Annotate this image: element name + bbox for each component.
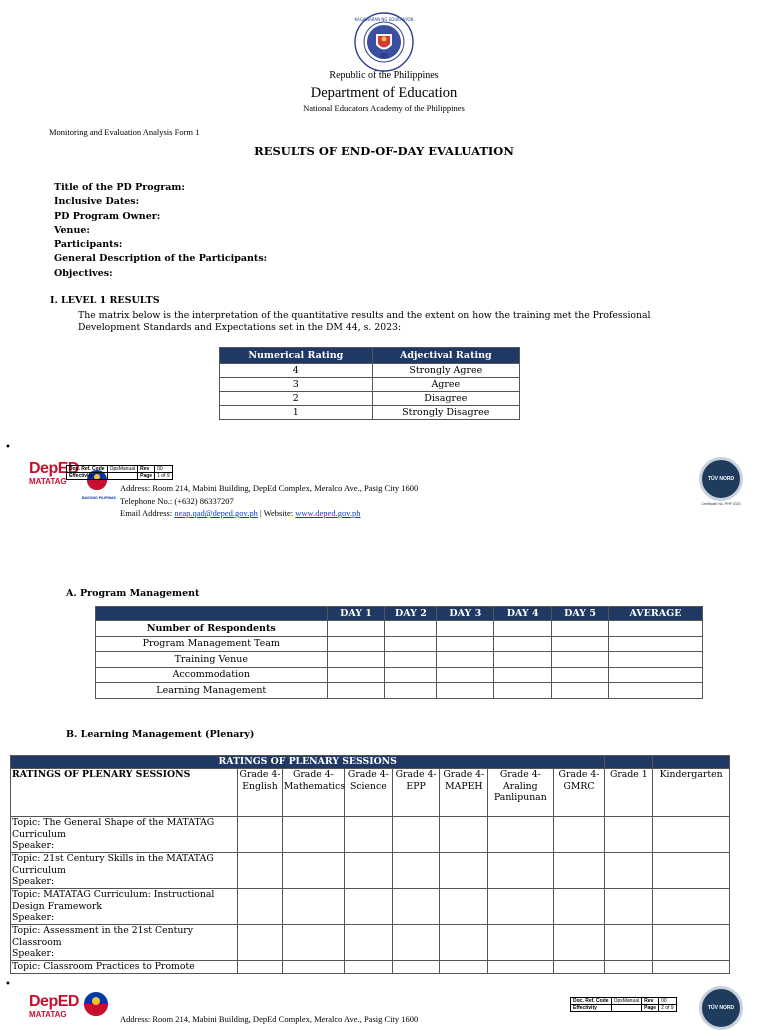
website-link[interactable]: www.deped.gov.ph <box>295 508 361 518</box>
adjectival-cell: Strongly Agree <box>372 364 519 378</box>
plenary-row-header: RATINGS OF PLENARY SESSIONS <box>11 769 238 817</box>
row-label: Program Management Team <box>96 636 328 652</box>
col-grade4-mapeh: Grade 4-MAPEH <box>440 769 488 817</box>
email-link[interactable]: neap.qad@deped.gov.ph <box>174 508 258 518</box>
header-day3: DAY 3 <box>437 607 494 621</box>
field-dates: Inclusive Dates: <box>54 196 140 208</box>
ref-code-value: OpsManual <box>107 466 138 473</box>
topic-cell: Topic: The General Shape of the MATATAG Curriculum Speaker: <box>11 817 238 853</box>
numerical-cell: 3 <box>220 378 373 392</box>
row-label: Learning Management <box>96 683 328 699</box>
republic-label: Republic of the Philippines <box>329 70 439 81</box>
deped-seal-logo <box>354 12 414 72</box>
topic-cell: Topic: Classroom Practices to Promote <box>11 961 238 974</box>
header-day1: DAY 1 <box>327 607 385 621</box>
field-title: Title of the PD Program: <box>54 182 185 193</box>
col-grade4-mathematics: Grade 4-Mathematics <box>282 769 344 817</box>
footer-telephone: Telephone No.: (+632) 86337207 <box>120 495 234 506</box>
program-fields <box>54 181 267 281</box>
ref-code-label: Doc. Ref. Code <box>67 466 108 473</box>
topic-cell: Topic: Assessment in the 21st Century Classroom Speaker: <box>11 925 238 961</box>
table-row <box>96 667 703 683</box>
field-objectives: Objectives: <box>54 267 113 279</box>
bagong-pilipinas-logo <box>80 990 112 1026</box>
table-row <box>96 636 703 652</box>
numerical-cell: 1 <box>220 406 373 420</box>
col-grade4-english: Grade 4-English <box>238 769 283 817</box>
doc-ref-box <box>66 465 173 480</box>
learning-management-heading: B. Learning Management (Plenary) <box>66 729 255 740</box>
academy-name: National Educators Academy of the Philippines <box>303 103 465 113</box>
matatag-text: MATATAG <box>29 477 67 486</box>
table-row <box>11 925 730 961</box>
adjectival-cell: Agree <box>372 378 519 392</box>
table-row <box>96 652 703 668</box>
certification-badge: TÜV NORD <box>699 986 743 1030</box>
col-grade4-science: Grade 4-Science <box>345 769 393 817</box>
plenary-ratings-table <box>10 755 730 974</box>
field-owner: PD Program Owner: <box>54 210 161 222</box>
header-numerical-rating: Numerical Rating <box>220 348 373 364</box>
header-blank <box>96 607 328 621</box>
table-row <box>11 889 730 925</box>
col-grade4-araling-panlipunan: Grade 4-Araling Panlipunan <box>488 769 553 817</box>
row-label-respondents: Number of Respondents <box>96 621 328 637</box>
bullet-mark: • <box>5 442 11 453</box>
footer-email-line: Email Address: neap.qad@deped.gov.ph | Website: www.deped.gov.ph <box>120 508 361 518</box>
ref-page-value: 1 of 9 <box>155 473 173 480</box>
ref-rev-label: Rev <box>138 466 155 473</box>
ref-page-value: 2 of 9 <box>659 1005 677 1012</box>
header-day2: DAY 2 <box>385 607 437 621</box>
row-label: Accommodation <box>96 667 328 683</box>
header-average: AVERAGE <box>609 607 703 621</box>
col-kindergarten: Kindergarten <box>653 769 730 817</box>
field-venue: Venue: <box>54 224 90 236</box>
header-day5: DAY 5 <box>552 607 609 621</box>
adjectival-cell: Disagree <box>372 392 519 406</box>
table-row <box>220 392 520 406</box>
ref-effectivity-label: Effectivity <box>67 473 108 480</box>
table-row <box>11 961 730 974</box>
table-row <box>11 817 730 853</box>
program-management-heading: A. Program Management <box>66 588 200 599</box>
program-management-table <box>95 606 703 699</box>
table-row <box>220 406 520 420</box>
seal-text: KAGAWARAN NG EDUKASYON <box>354 17 414 22</box>
certification-badge <box>699 457 743 506</box>
footer-address: Address: Room 214, Mabini Building, DepEd Complex, Meralco Ave., Pasig City 1600 <box>120 483 419 493</box>
col-grade4-gmrc: Grade 4-GMRC <box>553 769 605 817</box>
table-row <box>96 621 703 637</box>
numerical-cell: 2 <box>220 392 373 406</box>
row-label: Training Venue <box>96 652 328 668</box>
topic-cell: Topic: MATATAG Curriculum: Instructional Design Framework Speaker: <box>11 889 238 925</box>
doc-ref-box: Doc. Ref. Code OpsManual Rev 00 Effectivity Page 2 of 9 <box>570 997 677 1012</box>
bullet-mark: • <box>5 979 11 990</box>
deped-logo: DepED MATATAG <box>29 993 79 1019</box>
col-grade1: Grade 1 <box>605 769 653 817</box>
form-label: Monitoring and Evaluation Analysis Form 1 <box>49 127 200 137</box>
table-row <box>96 683 703 699</box>
header-adjectival-rating: Adjectival Rating <box>372 348 519 364</box>
field-general-description: General Description of the Participants: <box>54 253 268 265</box>
cert-caption: Certificate No. PHP 2023 <box>701 502 741 506</box>
numerical-cell: 4 <box>220 364 373 378</box>
rating-interpretation-table <box>219 347 520 420</box>
col-grade4-epp: Grade 4-EPP <box>392 769 440 817</box>
document-title: RESULTS OF END-OF-DAY EVALUATION <box>254 144 514 158</box>
bagong-pilipinas-text: BAGONG PILIPINAS <box>82 496 116 500</box>
table-row <box>11 853 730 889</box>
table-row <box>220 378 520 392</box>
footer-contact <box>120 482 418 520</box>
footer-address: Address: Room 214, Mabini Building, DepEd Complex, Meralco Ave., Pasig City 1600 <box>120 1014 419 1024</box>
topic-cell: Topic: 21st Century Skills in the MATATAG Curriculum Speaker: <box>11 853 238 889</box>
ref-rev-value: 00 <box>155 466 173 473</box>
field-participants: Participants: <box>54 239 123 251</box>
department-name: Department of Education <box>310 85 458 101</box>
cert-badge-text: TÜV NORD <box>707 476 735 482</box>
table-row <box>220 364 520 378</box>
header-day4: DAY 4 <box>494 607 552 621</box>
level1-paragraph: The matrix below is the interpretation of the quantitative results and the extent on how the training met the Professional Development Standards and Expectations set in the DM 44, s. 2023: <box>78 310 651 333</box>
ref-page-label: Page <box>138 473 155 480</box>
level1-heading: I. LEVEL 1 RESULTS <box>50 295 160 306</box>
adjectival-cell: Strongly Disagree <box>372 406 519 420</box>
deped-logo-text: DepED <box>29 460 79 477</box>
plenary-banner: RATINGS OF PLENARY SESSIONS <box>11 756 605 769</box>
